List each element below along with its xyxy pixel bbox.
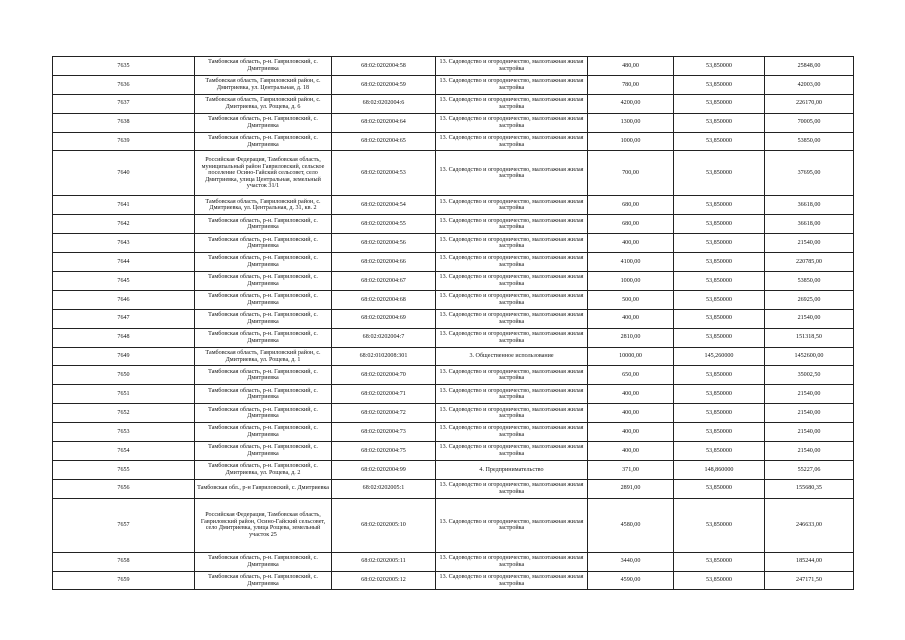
table-row bbox=[53, 571, 854, 590]
table-body bbox=[53, 57, 854, 590]
cadastral-number-cell: 68:02:0202004:64 bbox=[332, 113, 436, 132]
cadastral-number-cell: 68:02:0202004:99 bbox=[332, 460, 436, 479]
cadastral-value-cell: 53850,00 bbox=[765, 132, 854, 151]
table-row bbox=[53, 151, 854, 196]
area-cell: 2891,00 bbox=[588, 479, 674, 498]
area-cell: 4580,00 bbox=[588, 498, 674, 552]
area-cell: 400,00 bbox=[588, 404, 674, 423]
land-use-cell: 13. Садоводство и огородничество, малоэтажная жилая застройка bbox=[436, 272, 588, 291]
table-row bbox=[53, 196, 854, 215]
table-row bbox=[53, 272, 854, 291]
address-cell: Тамбовская область, р-н. Гавриловский, с. Дмитриевка bbox=[195, 234, 332, 253]
cadastral-number-cell: 68:02:0202004:72 bbox=[332, 404, 436, 423]
address-cell: Тамбовская область, р-н. Гавриловский, с. Дмитриевка bbox=[195, 442, 332, 461]
specific-value-cell: 53,850000 bbox=[674, 404, 765, 423]
address-cell: Тамбовская область, Гавриловский район, с. Дмитриевка, ул. Рощева, д. 6 bbox=[195, 94, 332, 113]
row-number-cell: 7655 bbox=[53, 460, 195, 479]
cadastral-value-cell: 37695,00 bbox=[765, 151, 854, 196]
area-cell: 480,00 bbox=[588, 57, 674, 76]
address-cell: Тамбовская область, р-н. Гавриловский, с. Дмитриевка bbox=[195, 366, 332, 385]
land-use-cell: 13. Садоводство и огородничество, малоэтажная жилая застройка bbox=[436, 113, 588, 132]
specific-value-cell: 53,850000 bbox=[674, 94, 765, 113]
land-use-cell: 13. Садоводство и огородничество, малоэтажная жилая застройка bbox=[436, 479, 588, 498]
land-use-cell: 13. Садоводство и огородничество, малоэтажная жилая застройка bbox=[436, 234, 588, 253]
specific-value-cell: 53,850000 bbox=[674, 328, 765, 347]
cadastral-value-table bbox=[52, 56, 854, 590]
land-use-cell: 13. Садоводство и огородничество, малоэтажная жилая застройка bbox=[436, 57, 588, 76]
cadastral-number-cell: 68:02:0202004:6 bbox=[332, 94, 436, 113]
row-number-cell: 7635 bbox=[53, 57, 195, 76]
specific-value-cell: 53,850000 bbox=[674, 57, 765, 76]
specific-value-cell: 53,850000 bbox=[674, 366, 765, 385]
cadastral-number-cell: 68:02:0202004:66 bbox=[332, 253, 436, 272]
row-number-cell: 7646 bbox=[53, 290, 195, 309]
row-number-cell: 7650 bbox=[53, 366, 195, 385]
cadastral-number-cell: 68:02:0202004:67 bbox=[332, 272, 436, 291]
table-row bbox=[53, 75, 854, 94]
table-row bbox=[53, 366, 854, 385]
cadastral-value-cell: 247171,50 bbox=[765, 571, 854, 590]
table-row bbox=[53, 94, 854, 113]
address-cell: Тамбовская область, р-н. Гавриловский, с. Дмитриевка bbox=[195, 290, 332, 309]
cadastral-value-cell: 36618,00 bbox=[765, 196, 854, 215]
address-cell: Тамбовская область, р-н. Гавриловский, с. Дмитриевка bbox=[195, 328, 332, 347]
address-cell: Тамбовская область, р-н. Гавриловский, с. Дмитриевка bbox=[195, 385, 332, 404]
address-cell: Тамбовская область, р-н. Гавриловский, с. Дмитриевка bbox=[195, 253, 332, 272]
table-row bbox=[53, 253, 854, 272]
address-cell: Тамбовская область, р-н. Гавриловский, с. Дмитриевка, ул. Рощева, д. 2 bbox=[195, 460, 332, 479]
cadastral-number-cell: 68:02:0202005:1 bbox=[332, 479, 436, 498]
cadastral-number-cell: 68:02:0202004:58 bbox=[332, 57, 436, 76]
cadastral-value-cell: 21540,00 bbox=[765, 309, 854, 328]
address-cell: Тамбовская область, Гавриловский район, с. Дмитриевка, ул. Центральная, д. 31, кв. 2 bbox=[195, 196, 332, 215]
land-use-cell: 13. Садоводство и огородничество, малоэтажная жилая застройка bbox=[436, 290, 588, 309]
address-cell: Тамбовская область, р-н. Гавриловский, с. Дмитриевка bbox=[195, 215, 332, 234]
address-cell: Российская Федерация, Тамбовская область, Гавриловский район, Осино-Гайский сельсовет, село Дмитриевка, улица Рощева, земельный участок 25 bbox=[195, 498, 332, 552]
row-number-cell: 7639 bbox=[53, 132, 195, 151]
cadastral-number-cell: 68:02:0202004:69 bbox=[332, 309, 436, 328]
cadastral-value-cell: 42003,00 bbox=[765, 75, 854, 94]
land-use-cell: 13. Садоводство и огородничество, малоэтажная жилая застройка bbox=[436, 132, 588, 151]
row-number-cell: 7647 bbox=[53, 309, 195, 328]
area-cell: 371,00 bbox=[588, 460, 674, 479]
table-row bbox=[53, 404, 854, 423]
land-use-cell: 13. Садоводство и огородничество, малоэтажная жилая застройка bbox=[436, 309, 588, 328]
address-cell: Тамбовская обл., р-н Гавриловский, с. Дмитриевка bbox=[195, 479, 332, 498]
table-row bbox=[53, 328, 854, 347]
row-number-cell: 7654 bbox=[53, 442, 195, 461]
cadastral-number-cell: 68:02:0202004:71 bbox=[332, 385, 436, 404]
cadastral-number-cell: 68:02:0202004:56 bbox=[332, 234, 436, 253]
land-use-cell: 13. Садоводство и огородничество, малоэтажная жилая застройка bbox=[436, 94, 588, 113]
cadastral-number-cell: 68:02:0202005:11 bbox=[332, 552, 436, 571]
area-cell: 650,00 bbox=[588, 366, 674, 385]
address-cell: Тамбовская область, р-н. Гавриловский, с. Дмитриевка bbox=[195, 552, 332, 571]
table-row bbox=[53, 460, 854, 479]
specific-value-cell: 53,850000 bbox=[674, 423, 765, 442]
specific-value-cell: 53,850000 bbox=[674, 215, 765, 234]
row-number-cell: 7652 bbox=[53, 404, 195, 423]
area-cell: 400,00 bbox=[588, 423, 674, 442]
row-number-cell: 7649 bbox=[53, 347, 195, 366]
table-row bbox=[53, 385, 854, 404]
land-use-cell: 13. Садоводство и огородничество, малоэтажная жилая застройка bbox=[436, 423, 588, 442]
land-use-cell: 13. Садоводство и огородничество, малоэтажная жилая застройка bbox=[436, 328, 588, 347]
land-use-cell: 13. Садоводство и огородничество, малоэтажная жилая застройка bbox=[436, 196, 588, 215]
area-cell: 400,00 bbox=[588, 234, 674, 253]
address-cell: Тамбовская область, р-н. Гавриловский, с. Дмитриевка bbox=[195, 423, 332, 442]
cadastral-value-cell: 36618,00 bbox=[765, 215, 854, 234]
land-use-cell: 13. Садоводство и огородничество, малоэтажная жилая застройка bbox=[436, 404, 588, 423]
area-cell: 680,00 bbox=[588, 196, 674, 215]
address-cell: Тамбовская область, р-н. Гавриловский, с. Дмитриевка bbox=[195, 132, 332, 151]
specific-value-cell: 53,850000 bbox=[674, 498, 765, 552]
address-cell: Тамбовская область, р-н. Гавриловский, с. Дмитриевка bbox=[195, 113, 332, 132]
land-use-cell: 3. Общественное использование bbox=[436, 347, 588, 366]
cadastral-value-cell: 21540,00 bbox=[765, 404, 854, 423]
cadastral-value-cell: 26925,00 bbox=[765, 290, 854, 309]
table-row bbox=[53, 552, 854, 571]
specific-value-cell: 53,850000 bbox=[674, 571, 765, 590]
area-cell: 680,00 bbox=[588, 215, 674, 234]
specific-value-cell: 53,850000 bbox=[674, 385, 765, 404]
table-row bbox=[53, 347, 854, 366]
row-number-cell: 7640 bbox=[53, 151, 195, 196]
cadastral-number-cell: 68:02:0202004:54 bbox=[332, 196, 436, 215]
table-row bbox=[53, 479, 854, 498]
row-number-cell: 7643 bbox=[53, 234, 195, 253]
land-use-cell: 13. Садоводство и огородничество, малоэтажная жилая застройка bbox=[436, 215, 588, 234]
area-cell: 4200,00 bbox=[588, 94, 674, 113]
area-cell: 1000,00 bbox=[588, 272, 674, 291]
area-cell: 780,00 bbox=[588, 75, 674, 94]
specific-value-cell: 53,850000 bbox=[674, 196, 765, 215]
address-cell: Тамбовская область, р-н. Гавриловский, с. Дмитриевка bbox=[195, 404, 332, 423]
cadastral-value-cell: 220785,00 bbox=[765, 253, 854, 272]
cadastral-number-cell: 68:02:0202005:12 bbox=[332, 571, 436, 590]
address-cell: Тамбовская область, Гавриловский район, с. Дмитриевка, ул. Центральная, д. 18 bbox=[195, 75, 332, 94]
cadastral-value-cell: 226170,00 bbox=[765, 94, 854, 113]
cadastral-value-cell: 246633,00 bbox=[765, 498, 854, 552]
table-row bbox=[53, 290, 854, 309]
cadastral-value-cell: 1452600,00 bbox=[765, 347, 854, 366]
cadastral-number-cell: 68:02:0202004:55 bbox=[332, 215, 436, 234]
land-use-cell: 13. Садоводство и огородничество, малоэтажная жилая застройка bbox=[436, 552, 588, 571]
specific-value-cell: 53,850000 bbox=[674, 253, 765, 272]
table-row bbox=[53, 234, 854, 253]
cadastral-number-cell: 68:02:0202004:65 bbox=[332, 132, 436, 151]
row-number-cell: 7645 bbox=[53, 272, 195, 291]
cadastral-number-cell: 68:02:0202004:75 bbox=[332, 442, 436, 461]
row-number-cell: 7642 bbox=[53, 215, 195, 234]
cadastral-value-cell: 53850,00 bbox=[765, 272, 854, 291]
area-cell: 2810,00 bbox=[588, 328, 674, 347]
cadastral-value-cell: 21540,00 bbox=[765, 234, 854, 253]
area-cell: 4100,00 bbox=[588, 253, 674, 272]
address-cell: Тамбовская область, р-н. Гавриловский, с. Дмитриевка bbox=[195, 571, 332, 590]
area-cell: 400,00 bbox=[588, 442, 674, 461]
area-cell: 1000,00 bbox=[588, 132, 674, 151]
area-cell: 10000,00 bbox=[588, 347, 674, 366]
cadastral-number-cell: 68:02:0202004:68 bbox=[332, 290, 436, 309]
cadastral-number-cell: 68:02:0202004:70 bbox=[332, 366, 436, 385]
address-cell: Российская Федерация, Тамбовская область, муниципальный район Гавриловский, сельское поселение Осино-Гайский сельсовет, село Дмитриевка, улица Центральная, земельный участок 31/1 bbox=[195, 151, 332, 196]
row-number-cell: 7651 bbox=[53, 385, 195, 404]
specific-value-cell: 53,850000 bbox=[674, 479, 765, 498]
cadastral-value-cell: 155680,35 bbox=[765, 479, 854, 498]
row-number-cell: 7657 bbox=[53, 498, 195, 552]
land-use-cell: 13. Садоводство и огородничество, малоэтажная жилая застройка bbox=[436, 366, 588, 385]
specific-value-cell: 145,260000 bbox=[674, 347, 765, 366]
cadastral-number-cell: 68:02:0202004:7 bbox=[332, 328, 436, 347]
specific-value-cell: 53,850000 bbox=[674, 151, 765, 196]
address-cell: Тамбовская область, р-н. Гавриловский, с. Дмитриевка bbox=[195, 57, 332, 76]
row-number-cell: 7658 bbox=[53, 552, 195, 571]
specific-value-cell: 148,860000 bbox=[674, 460, 765, 479]
row-number-cell: 7638 bbox=[53, 113, 195, 132]
land-use-cell: 13. Садоводство и огородничество, малоэтажная жилая застройка bbox=[436, 151, 588, 196]
row-number-cell: 7641 bbox=[53, 196, 195, 215]
cadastral-value-cell: 25848,00 bbox=[765, 57, 854, 76]
land-use-cell: 4. Предпринимательство bbox=[436, 460, 588, 479]
address-cell: Тамбовская область, р-н. Гавриловский, с. Дмитриевка bbox=[195, 309, 332, 328]
row-number-cell: 7653 bbox=[53, 423, 195, 442]
area-cell: 3440,00 bbox=[588, 552, 674, 571]
land-use-cell: 13. Садоводство и огородничество, малоэтажная жилая застройка bbox=[436, 442, 588, 461]
area-cell: 500,00 bbox=[588, 290, 674, 309]
table-row bbox=[53, 498, 854, 552]
land-use-cell: 13. Садоводство и огородничество, малоэтажная жилая застройка bbox=[436, 498, 588, 552]
row-number-cell: 7656 bbox=[53, 479, 195, 498]
row-number-cell: 7644 bbox=[53, 253, 195, 272]
specific-value-cell: 53,850000 bbox=[674, 290, 765, 309]
area-cell: 400,00 bbox=[588, 309, 674, 328]
area-cell: 700,00 bbox=[588, 151, 674, 196]
cadastral-number-cell: 68:02:0102008:301 bbox=[332, 347, 436, 366]
cadastral-value-cell: 21540,00 bbox=[765, 385, 854, 404]
cadastral-number-cell: 68:02:0202004:59 bbox=[332, 75, 436, 94]
land-use-cell: 13. Садоводство и огородничество, малоэтажная жилая застройка bbox=[436, 385, 588, 404]
document-page bbox=[52, 56, 853, 590]
land-use-cell: 13. Садоводство и огородничество, малоэтажная жилая застройка bbox=[436, 571, 588, 590]
table-row bbox=[53, 309, 854, 328]
row-number-cell: 7637 bbox=[53, 94, 195, 113]
specific-value-cell: 53,850000 bbox=[674, 309, 765, 328]
table-row bbox=[53, 132, 854, 151]
specific-value-cell: 53,850000 bbox=[674, 234, 765, 253]
cadastral-value-cell: 185244,00 bbox=[765, 552, 854, 571]
specific-value-cell: 53,850000 bbox=[674, 552, 765, 571]
cadastral-number-cell: 68:02:0202005:10 bbox=[332, 498, 436, 552]
table-row bbox=[53, 423, 854, 442]
row-number-cell: 7659 bbox=[53, 571, 195, 590]
cadastral-value-cell: 55227,06 bbox=[765, 460, 854, 479]
area-cell: 1300,00 bbox=[588, 113, 674, 132]
cadastral-value-cell: 21540,00 bbox=[765, 442, 854, 461]
table-row bbox=[53, 113, 854, 132]
specific-value-cell: 53,850000 bbox=[674, 113, 765, 132]
row-number-cell: 7636 bbox=[53, 75, 195, 94]
cadastral-value-cell: 151318,50 bbox=[765, 328, 854, 347]
land-use-cell: 13. Садоводство и огородничество, малоэтажная жилая застройка bbox=[436, 75, 588, 94]
table-row bbox=[53, 442, 854, 461]
address-cell: Тамбовская область, Гавриловский район, с. Дмитриевка, ул. Рощева, д. 1 bbox=[195, 347, 332, 366]
area-cell: 4590,00 bbox=[588, 571, 674, 590]
cadastral-value-cell: 21540,00 bbox=[765, 423, 854, 442]
address-cell: Тамбовская область, р-н. Гавриловский, с. Дмитриевка bbox=[195, 272, 332, 291]
cadastral-value-cell: 35002,50 bbox=[765, 366, 854, 385]
cadastral-number-cell: 68:02:0202004:73 bbox=[332, 423, 436, 442]
land-use-cell: 13. Садоводство и огородничество, малоэтажная жилая застройка bbox=[436, 253, 588, 272]
cadastral-number-cell: 68:02:0202004:53 bbox=[332, 151, 436, 196]
area-cell: 400,00 bbox=[588, 385, 674, 404]
table-row bbox=[53, 57, 854, 76]
specific-value-cell: 53,850000 bbox=[674, 272, 765, 291]
specific-value-cell: 53,850000 bbox=[674, 442, 765, 461]
table-row bbox=[53, 215, 854, 234]
cadastral-value-cell: 70005,00 bbox=[765, 113, 854, 132]
row-number-cell: 7648 bbox=[53, 328, 195, 347]
specific-value-cell: 53,850000 bbox=[674, 75, 765, 94]
specific-value-cell: 53,850000 bbox=[674, 132, 765, 151]
